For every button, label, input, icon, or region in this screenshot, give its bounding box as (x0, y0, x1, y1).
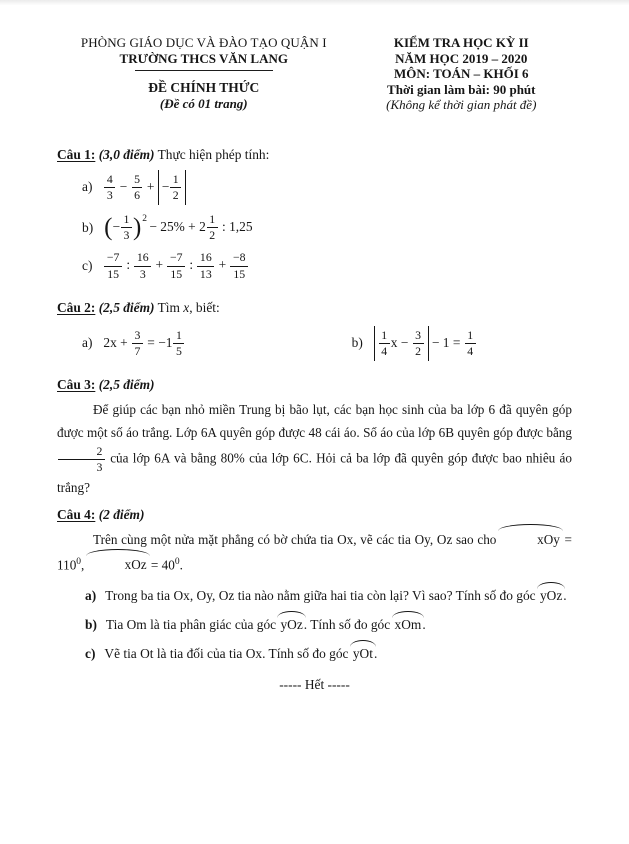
denominator: 4 (381, 343, 388, 358)
angle-arc: yOz (280, 616, 303, 632)
fraction (170, 173, 181, 202)
denominator: 5 (175, 343, 182, 358)
question-2-heading (57, 300, 572, 316)
item-label: a) (82, 335, 93, 351)
question-1-label: Câu 1: (57, 146, 96, 162)
question-3-points: (2,5 điểm) (98, 377, 155, 393)
fraction (230, 251, 248, 280)
item-text: Tia Om là tia phân giác của góc yOz. Tính số đo góc xOm. (105, 616, 426, 632)
angle-arc: xOy (500, 528, 561, 551)
department-name: PHÒNG GIÁO DỤC VÀ ĐÀO TẠO QUẬN I (80, 35, 327, 50)
header-divider (135, 70, 273, 71)
numerator: 3 (413, 329, 424, 344)
fraction (132, 173, 143, 202)
fraction (379, 329, 390, 358)
denominator: 6 (134, 187, 140, 202)
fraction (413, 329, 424, 358)
document-header (57, 35, 572, 113)
item-label: b) (82, 219, 94, 235)
angle-arc: yOt (352, 645, 373, 661)
q2-item-a (82, 326, 327, 361)
item-text: Vẽ tia Ot là tia đối của tia Ox. Tính số đo góc yOt. (104, 645, 378, 661)
item-label: b) (85, 616, 97, 632)
issuer-block (57, 35, 351, 113)
q4-item-c (85, 644, 572, 663)
numerator: 1 (121, 213, 132, 228)
numerator: 1 (173, 329, 184, 344)
numerator: 16 (197, 251, 214, 266)
question-2-items-row (57, 319, 572, 361)
angle-arc: yOz (539, 587, 563, 603)
numerator: 4 (104, 173, 115, 188)
variable-x: x (183, 299, 190, 315)
fraction (207, 213, 218, 242)
question-3-text: Để giúp các bạn nhỏ miền Trung bị bão lụt, các bạn học sinh của ba lớp 6 đã quyên góp được một số áo trắng. Lớp 6A quyên góp được 48 cái áo. Số áo của lớp 6B quyên góp được bằng $\frac{2}{3}$ của lớp 6A và bằng 80% của lớp 6C. Hỏi cả ba lớp đã quyên góp được bao nhiêu áo trắng? (57, 402, 572, 495)
numerator: 3 (132, 329, 143, 344)
denominator: 4 (467, 343, 474, 358)
question-4-points: (2 điểm) (98, 506, 145, 522)
exponent: 2 (142, 213, 148, 224)
numerator: 1 (207, 213, 218, 228)
question-4-intro: Trên cùng một nửa mặt phẳng có bờ chứa tia Ox, vẽ các tia Oy, Oz sao cho xOy = $110^0$, xOz = $40^0$. (57, 528, 572, 576)
fraction (134, 251, 151, 280)
numerator: 5 (132, 173, 143, 188)
math-expression: $\frac{-7}{15}$ : $\frac{16}{3}$ + $\frac{-7}{15}$ : $\frac{16}{13}$ + $\frac{-8}{15}$ (103, 250, 249, 281)
item-label: c) (85, 645, 96, 661)
item-label: b) (351, 335, 363, 351)
fraction (121, 213, 132, 242)
q1-item-c (82, 250, 572, 281)
exam-document (0, 5, 629, 693)
numerator: 1 (379, 329, 390, 344)
exam-info-block (351, 35, 572, 113)
q4-item-a (85, 586, 572, 605)
denominator: 2 (209, 228, 216, 243)
q1-item-a (82, 170, 572, 205)
q4-item-b (85, 615, 572, 634)
numerator: −7 (104, 251, 122, 266)
denominator: 2 (415, 343, 422, 358)
question-4-heading (57, 507, 572, 523)
math-expression: $\frac{1}{4}$ x − $\frac{3}{2}$ − 1 = $\frac{1}{4}$ (374, 326, 477, 361)
denominator: 13 (199, 266, 212, 281)
denominator: 15 (170, 266, 183, 281)
numerator: −8 (230, 251, 248, 266)
question-3-label: Câu 3: (57, 377, 96, 393)
fraction (465, 329, 476, 358)
question-1-points: (3,0 điểm) (98, 146, 155, 162)
denominator: 3 (123, 228, 130, 243)
q2-item-b (352, 326, 477, 361)
denominator: 2 (172, 187, 179, 202)
item-text: Trong ba tia Ox, Oy, Oz tia nào nằm giữa hai tia còn lại? Vì sao? Tính số đo góc yOz. (105, 587, 567, 603)
numerator: 16 (134, 251, 151, 266)
denominator: 7 (134, 343, 141, 358)
angle-arc: xOm (394, 616, 422, 632)
angle-arc: xOz (88, 553, 148, 576)
math-expression: 2x + $\frac{3}{7}$ = −1 $\frac{1}{5}$ (103, 328, 185, 359)
denominator: 15 (107, 266, 120, 281)
math-expression: (− $\frac{1}{3}$ )$^2$ − 25% + 2 $\frac{1}{2}$ : 1,25 (104, 211, 253, 243)
superscript: 0 (76, 556, 82, 567)
subject-grade: MÔN: TOÁN – KHỐI 6 (393, 66, 529, 81)
duration: Thời gian làm bài: 90 phút (387, 81, 536, 97)
question-4-label: Câu 4: (57, 506, 96, 522)
school-year: NĂM HỌC 2019 – 2020 (395, 50, 528, 66)
fraction (104, 251, 122, 280)
open-paren: ( (104, 213, 113, 241)
denominator: 3 (96, 460, 103, 475)
numerator: −7 (167, 251, 185, 266)
numerator: 1 (465, 329, 476, 344)
question-1-intro: Thực hiện phép tính: (157, 146, 270, 162)
page-count-note: (Đề có 01 trang) (159, 96, 248, 111)
question-1-heading (57, 147, 572, 163)
fraction (132, 329, 143, 358)
denominator: 3 (106, 187, 113, 202)
denominator: 15 (233, 266, 246, 281)
q1-item-b (82, 212, 572, 243)
fraction (58, 445, 105, 474)
numerator: 2 (58, 445, 105, 460)
exam-title: KIỂM TRA HỌC KỲ II (393, 35, 529, 50)
item-label: c) (82, 258, 93, 274)
question-2-label: Câu 2: (57, 299, 96, 315)
denominator: 3 (139, 266, 146, 281)
question-2-intro: Tìm x, biết: (157, 299, 220, 315)
item-label: a) (82, 179, 93, 195)
official-exam-label: ĐỀ CHÍNH THỨC (148, 80, 260, 95)
absolute-value-bars: $\frac{1}{4}$ x − $\frac{3}{2}$ (374, 326, 429, 361)
duration-note: (Không kể thời gian phát đề) (386, 97, 537, 112)
superscript: 0 (174, 556, 180, 567)
school-name: TRƯỜNG THCS VĂN LANG (119, 51, 288, 66)
question-3-heading (57, 377, 572, 393)
item-label: a) (85, 587, 97, 603)
question-2-points: (2,5 điểm) (98, 299, 155, 315)
fraction (104, 173, 115, 202)
absolute-value-bars: − $\frac{1}{2}$ (158, 170, 186, 205)
fraction (197, 251, 214, 280)
math-expression: $\frac{4}{3}$ − $\frac{5}{6}$ + − $\frac{1}{2}$ (103, 170, 186, 205)
fraction (167, 251, 185, 280)
fraction (173, 329, 184, 358)
close-paren: ) (132, 213, 142, 241)
end-of-exam-marker: ----- Hết ----- (279, 676, 350, 692)
parenthesized-expression: (− $\frac{1}{3}$ )$^2$ (104, 211, 148, 243)
numerator: 1 (170, 173, 181, 188)
